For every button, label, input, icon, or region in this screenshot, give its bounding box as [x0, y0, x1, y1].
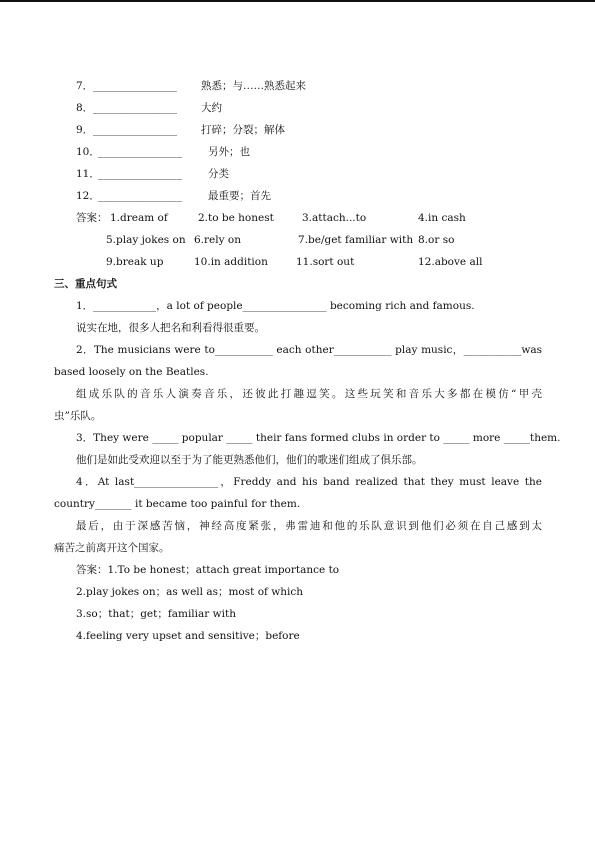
sentence-2-english-line-2: based loosely on the Beatles. [54, 366, 209, 378]
section-title: 三、重点句式 [54, 278, 117, 290]
vocab-number: 11． [76, 168, 100, 180]
vocab-number: 9． [76, 124, 94, 136]
vocab-number: 12． [76, 190, 100, 202]
answers-row-3 [76, 255, 536, 269]
vocab-row-12 [76, 189, 271, 203]
sentence-3-chinese: 他们是如此受欢迎以至于为了能更熟悉他们，他们的歌迷们组成了俱乐部。 [76, 454, 423, 466]
answer-2-line-3: 3.so；that；get；familiar with [76, 608, 236, 620]
vocab-row-9 [76, 123, 285, 137]
answer-item: 11.sort out [296, 256, 355, 268]
answer-item: 4.in cash [418, 212, 466, 224]
vocab-blank: ________________ [98, 190, 182, 202]
sentence-1-chinese: 说实在地，很多人把名和利看得很重要。 [76, 322, 265, 334]
vocab-blank: ________________ [93, 80, 177, 92]
answer-item: 1.dream of [110, 212, 168, 224]
answer-2-line-2: 2.play jokes on；as well as；most of which [76, 586, 304, 598]
answer-item: 12.above all [418, 256, 483, 268]
vocab-blank: ________________ [93, 124, 177, 136]
vocab-meaning: 熟悉；与……熟悉起来 [201, 80, 306, 92]
vocab-row-8 [76, 101, 222, 115]
sentence-3-english: 3．They were _____ popular _____ their fans formed clubs in order to _____ more _____them. [76, 432, 561, 444]
answers-row-1 [76, 211, 536, 225]
vocab-meaning: 大约 [201, 102, 222, 114]
vocab-number: 8． [76, 102, 94, 114]
vocab-meaning: 最重要；首先 [208, 190, 271, 202]
vocab-blank: ________________ [98, 146, 182, 158]
sentence-2-english-line-1: 2．The musicians were to___________ each other___________ play music，___________was [76, 344, 542, 356]
answer-item: 6.rely on [194, 234, 241, 246]
vocab-number: 7． [76, 80, 94, 92]
vocab-blank: ________________ [93, 102, 177, 114]
vocab-row-11 [76, 167, 229, 181]
sentence-4-chinese-line-1: 最后，由于深感苦恼，神经高度紧张，弗雷迪和他的乐队意识到他们必须在自己感到太 [76, 520, 542, 532]
answer-2-line-1: 答案：1.To be honest；attach great importance to [76, 564, 340, 576]
sentence-4-english-line-2: country_______ it became too painful for them. [54, 498, 301, 510]
answer-item: 9.break up [106, 256, 164, 268]
answers-row-2 [76, 233, 536, 247]
answer-item: 2.to be honest [198, 212, 274, 224]
sentence-2-chinese-line-2: 虫”乐队。 [54, 410, 102, 422]
sentence-4-english-line-1: 4．At last________________，Freddy and his band realized that they must leave the [76, 476, 542, 488]
sentence-4-chinese-line-2: 痛苦之前离开这个国家。 [54, 542, 170, 554]
answer-item: 7.be/get familiar with [298, 234, 414, 246]
vocab-meaning: 分类 [208, 168, 229, 180]
answers-label: 答案： [76, 212, 108, 224]
sentence-2-chinese-line-1: 组成乐队的音乐人演奏音乐，还彼此打趣逗笑。这些玩笑和音乐大多都在模仿“甲壳 [76, 388, 542, 400]
answer-2-line-4: 4.feeling very upset and sensitive；before [76, 630, 300, 642]
answer-item: 3.attach...to [302, 212, 367, 224]
answer-item: 5.play jokes on [106, 234, 186, 246]
vocab-row-7 [76, 79, 306, 93]
vocab-meaning: 打碎；分裂；解体 [201, 124, 285, 136]
answer-item: 8.or so [418, 234, 455, 246]
vocab-blank: ________________ [98, 168, 182, 180]
vocab-number: 10． [76, 146, 100, 158]
sentence-1-english: 1．____________，a lot of people________________ becoming rich and famous. [76, 300, 475, 312]
answer-item: 10.in addition [194, 256, 268, 268]
vocab-meaning: 另外；也 [208, 146, 250, 158]
vocab-row-10 [76, 145, 250, 159]
